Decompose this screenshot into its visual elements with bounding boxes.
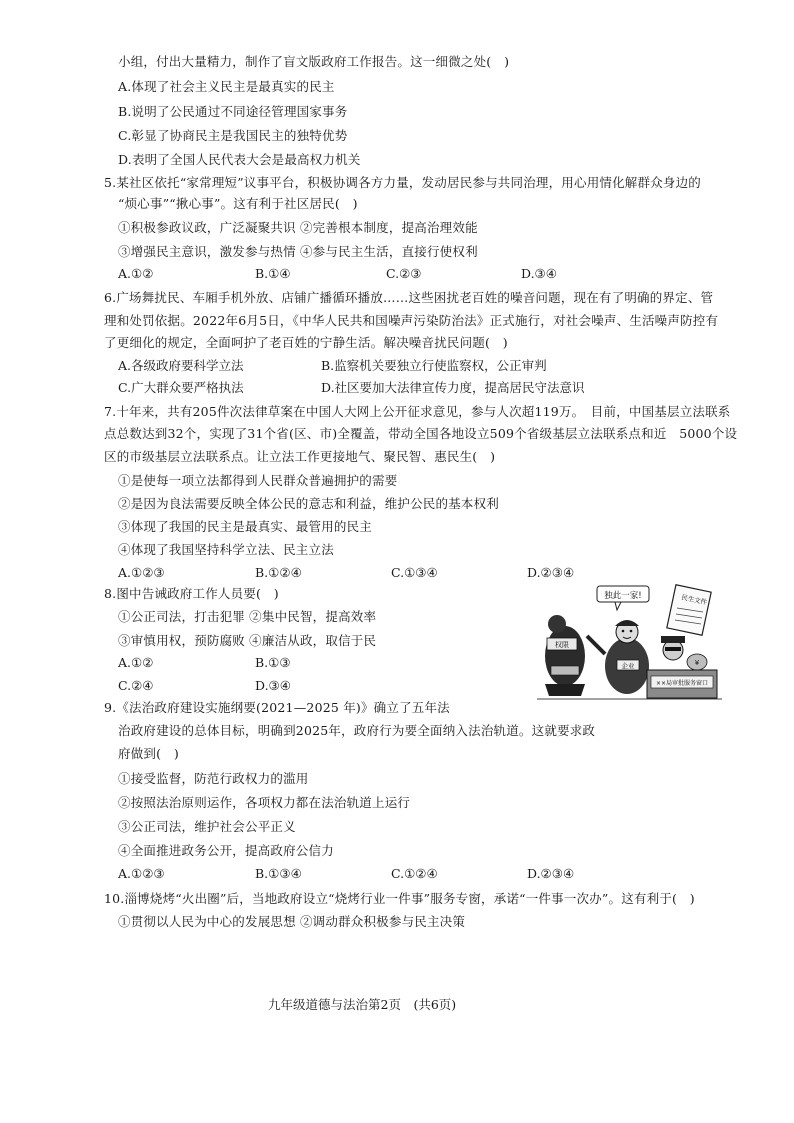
q5-option-d: D.③④: [521, 266, 557, 281]
cartoon-bag-label: 权限: [555, 641, 569, 649]
cartoon-money-label: ¥: [694, 659, 700, 667]
q6-stem-line-1: 6.广场舞扰民、车厢手机外放、店铺广播循环播放……这些困扰老百姓的噪音问题，现在有了明确的界定、管: [104, 290, 714, 305]
q7-option-b: B.①②④: [255, 565, 302, 580]
q5-stem-line-2: “烦心事”“揪心事”。这有利于社区居民( ): [118, 196, 358, 211]
q5-statement-1: ①积极参政议政，广泛凝聚共识 ②完善根本制度，提高治理效能: [118, 220, 478, 235]
q8-statement-2: ③审慎用权，预防腐败 ④廉洁从政，取信于民: [118, 633, 377, 648]
q9-statement-1: ①接受监督，防范行政权力的滥用: [118, 771, 309, 786]
q7-option-d: D.②③④: [527, 565, 575, 580]
q9-statement-2: ②按照法治原则运作，各项权力都在法治轨道上运行: [118, 795, 411, 810]
q8-cartoon-drawing: [537, 584, 722, 702]
cartoon-bubble-text: 独此一家!: [604, 591, 642, 601]
q6-option-b: B.监察机关要独立行使监察权，公正审判: [321, 358, 547, 373]
q6-option-a: A.各级政府要科学立法: [118, 358, 244, 373]
page-footer: 九年级道德与法治第2页 (共6页): [268, 997, 457, 1012]
q8-option-b: B.①③: [255, 655, 291, 670]
q6-stem-line-3: 了更细化的规定，全面呵护了老百姓的宁静生活。解决噪音扰民问题( ): [104, 335, 508, 350]
q7-stem-line-3: 区的市级基层立法联系点。让立法工作更接地气、聚民智、惠民生( ): [104, 449, 496, 464]
q8-option-d: D.③④: [255, 678, 291, 693]
q5-option-c: C.②③: [386, 266, 422, 281]
q8-stem: 8.图中告诫政府工作人员要( ): [104, 586, 279, 601]
q8-statement-1: ①公正司法，打击犯罪 ②集中民智，提高效率: [118, 609, 377, 624]
q9-option-b: B.①③④: [255, 866, 302, 881]
q6-option-d: D.社区要加大法律宣传力度，提高居民守法意识: [321, 380, 585, 395]
cartoon-badge-text: 企业: [621, 662, 635, 670]
q5-statement-2: ③增强民主意识，激发参与热情 ④参与民主生活，直接行使权利: [118, 244, 478, 259]
q9-stem-line-3: 府做到( ): [118, 746, 179, 761]
q4-option-c: C.彰显了协商民主是我国民主的独特优势: [118, 128, 348, 143]
q7-statement-1: ①是使每一项立法都得到人民群众普遍拥护的需要: [118, 473, 398, 488]
q5-stem-line-1: 5.某社区依托“家常理短”议事平台，积极协调各方力量，发动居民参与共同治理，用心用情化解群众身边的: [104, 175, 702, 190]
q8-cartoon: [537, 584, 722, 702]
cartoon-sign-text: 民生文件: [680, 593, 708, 607]
q10-statement-1: ①贯彻以人民为中心的发展思想 ②调动群众积极参与民主决策: [118, 914, 466, 929]
q9-option-d: D.②③④: [527, 866, 575, 881]
q9-option-c: C.①②④: [391, 866, 438, 881]
q4-option-a: A.体现了社会主义民主是最真实的民主: [118, 79, 335, 94]
q4-stem-tail: 小组，付出大量精力，制作了盲文版政府工作报告。这一细微之处( ): [118, 54, 510, 69]
cartoon-desk-text: ××局审批服务窗口: [655, 680, 709, 687]
q7-stem-line-1: 7.十年来，共有205件次法律草案在中国人大网上公开征求意见，参与人次超119万。 目前，中国基层立法联系: [104, 404, 731, 419]
q7-statement-2: ②是因为良法需要反映全体公民的意志和利益，维护公民的基本权利: [118, 496, 500, 511]
q8-option-a: A.①②: [118, 655, 154, 670]
q9-statement-4: ④全面推进政务公开，提高政府公信力: [118, 843, 334, 858]
q6-option-c: C.广大群众要严格执法: [118, 380, 244, 395]
q5-option-a: A.①②: [118, 266, 154, 281]
q7-option-c: C.①③④: [391, 565, 438, 580]
q9-stem-line-1: 9.《法治政府建设实施纲要(2021—2025 年)》确立了五年法: [104, 700, 450, 715]
q9-stem-line-2: 治政府建设的总体目标，明确到2025年，政府行为要全面纳入法治轨道。这就要求政: [118, 723, 596, 738]
q6-stem-line-2: 理和处罚依据。2022年6月5日，《中华人民共和国噪声污染防治法》正式施行，对社会噪声、生活噪声防控有: [104, 313, 719, 328]
q7-stem-line-2: 点总数达到32个，实现了31个省(区、市)全覆盖，带动全国各地设立509个省级基层立法联系点和近 5000个设: [104, 426, 738, 441]
q4-option-b: B.说明了公民通过不同途径管理国家事务: [118, 104, 348, 119]
q10-stem: 10.淄博烧烤“火出圈”后，当地政府设立“烧烤行业一件事”服务专窗，承诺“一件事一次办”。这有利于( ): [104, 891, 695, 906]
q5-option-b: B.①④: [255, 266, 291, 281]
q9-option-a: A.①②③: [118, 866, 165, 881]
q7-statement-3: ③体现了我国的民主是最真实、最管用的民主: [118, 519, 373, 534]
q8-option-c: C.②④: [118, 678, 154, 693]
q7-statement-4: ④体现了我国坚持科学立法、民主立法: [118, 542, 334, 557]
q9-statement-3: ③公正司法，维护社会公平正义: [118, 819, 296, 834]
q4-option-d: D.表明了全国人民代表大会是最高权力机关: [118, 152, 361, 167]
q7-option-a: A.①②③: [118, 565, 165, 580]
